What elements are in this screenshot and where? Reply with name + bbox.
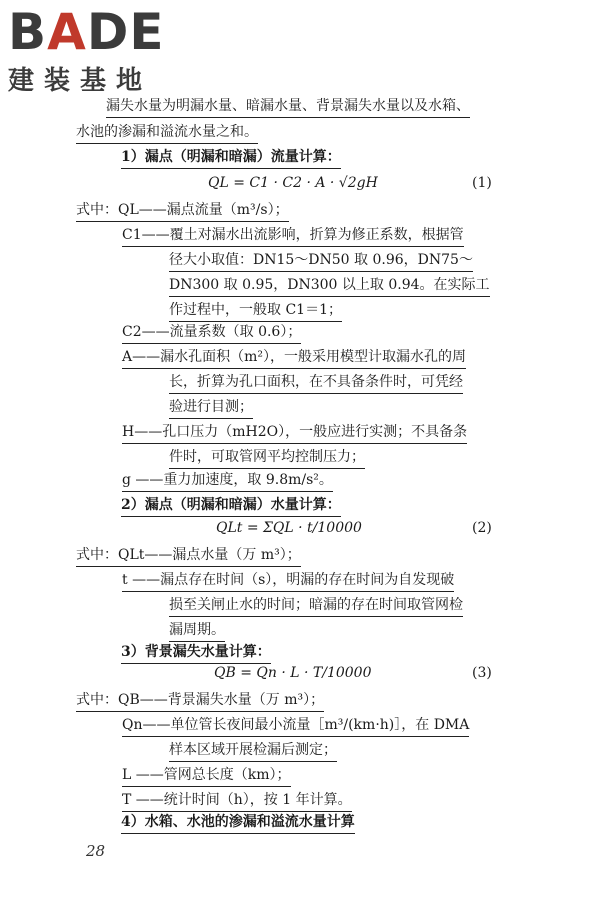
equation: QL = C1 · C2 · A · √2gH <box>208 175 378 191</box>
equation: QB = Qn · L · T/10000 <box>214 665 372 681</box>
page-number: 28 <box>86 842 106 860</box>
text-line: 漏周期。 <box>169 620 225 642</box>
text-line: 验进行目测； <box>169 397 253 419</box>
section-heading: 4）水箱、水池的渗漏和溢流水量计算 <box>121 812 355 834</box>
text-line: t ——漏点存在时间（s），明漏的存在时间为自发现破 <box>122 570 454 592</box>
text-line: 长，折算为孔口面积，在不具备条件时，可凭经 <box>169 372 463 394</box>
text-line: 式中：QLt——漏点水量（万 m³）； <box>76 545 301 567</box>
text-line: 水池的渗漏和溢流水量之和。 <box>76 122 258 144</box>
section-heading: 3）背景漏失水量计算： <box>121 642 271 664</box>
section-heading: 2）漏点（明漏和暗漏）水量计算： <box>121 495 341 517</box>
text-line: 漏失水量为明漏水量、暗漏水量、背景漏失水量以及水箱、 <box>106 96 470 118</box>
text-line: L ——管网总长度（km）； <box>122 765 291 787</box>
text-line: A——漏水孔面积（m²），一般采用模型计取漏水孔的周 <box>122 347 466 369</box>
equation-number: (2) <box>472 520 492 536</box>
text-line: C2——流量系数（取 0.6）； <box>122 322 301 344</box>
text-line: 损至关闸止水的时间；暗漏的存在时间取管网检 <box>169 595 463 617</box>
text-line: DN300 取 0.95，DN300 以上取 0.94。在实际工 <box>169 275 490 297</box>
logo <box>8 3 178 97</box>
text-line: Qn——单位管长夜间最小流量［m³/(km·h)］，在 DMA <box>122 715 469 737</box>
text-line: 样本区域开展检漏后测定； <box>169 740 337 762</box>
text-line: T ——统计时间（h），按 1 年计算。 <box>122 790 352 812</box>
logo-brand: BADE <box>8 3 165 61</box>
equation-number: (3) <box>472 665 492 681</box>
section-heading: 1）漏点（明漏和暗漏）流量计算： <box>121 147 341 169</box>
text-line: 径大小取值：DN15～DN50 取 0.96，DN75～ <box>169 250 473 272</box>
text-line: 式中：QB——背景漏失水量（万 m³）； <box>76 690 324 712</box>
text-line: 式中：QL——漏点流量（m³/s）； <box>76 200 289 222</box>
text-line: 件时，可取管网平均控制压力； <box>169 447 365 469</box>
text-line: H——孔口压力（mH2O），一般应进行实测；不具备条 <box>122 422 467 444</box>
logo-subtitle: 建装基地 <box>8 66 153 96</box>
equation: QLt = ΣQL · t/10000 <box>216 520 362 536</box>
text-line: 作过程中，一般取 C1＝1； <box>169 300 342 322</box>
text-line: g ——重力加速度，取 9.8m/s²。 <box>122 470 333 492</box>
text-line: C1——覆土对漏水出流影响，折算为修正系数，根据管 <box>122 225 464 247</box>
equation-number: (1) <box>472 175 492 191</box>
